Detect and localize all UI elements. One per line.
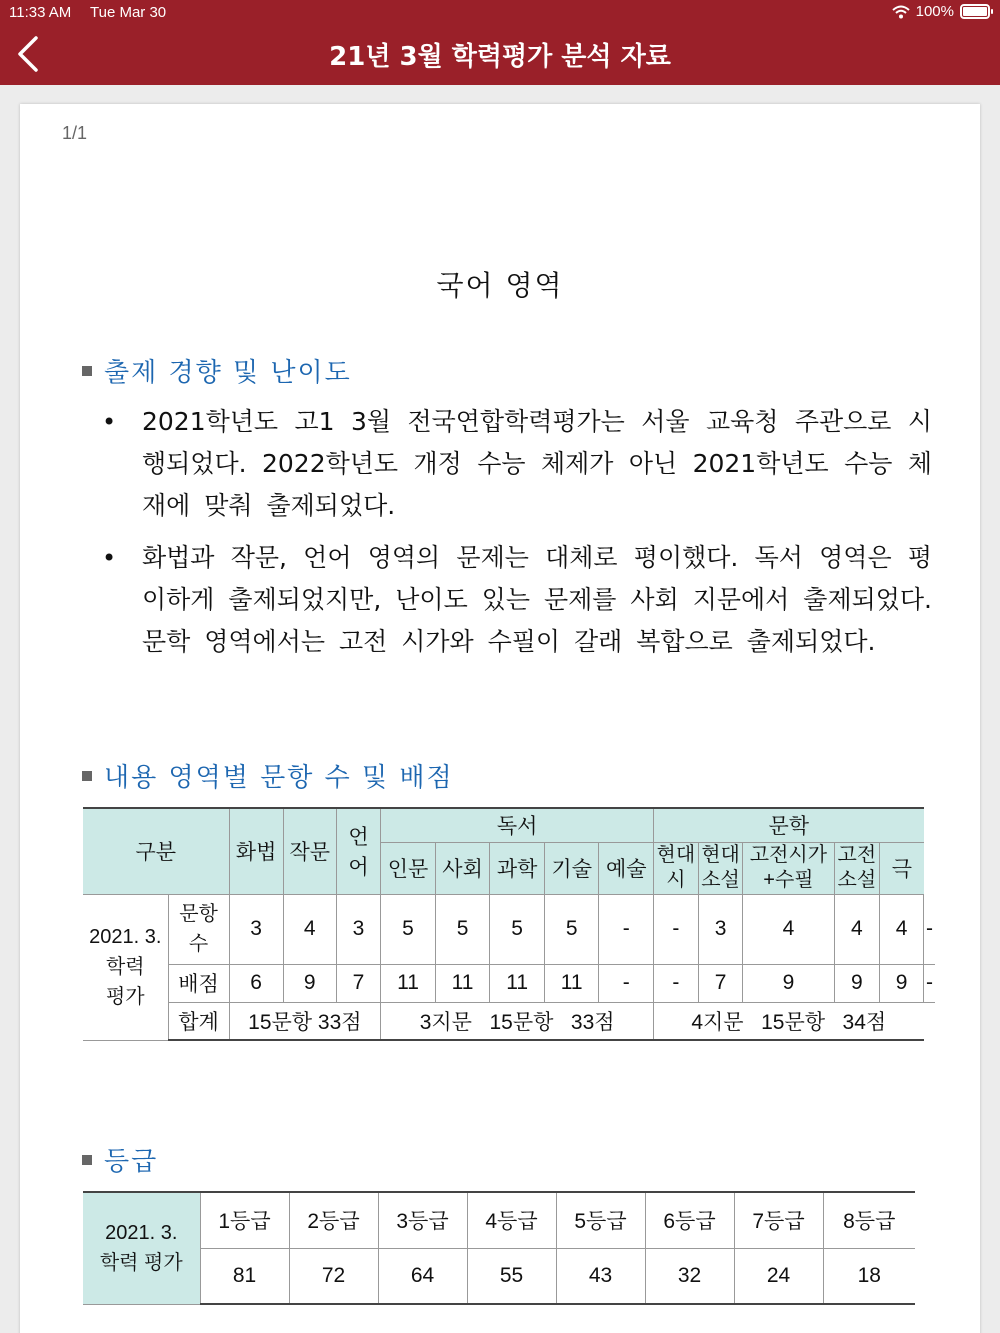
table-cell: 11 — [544, 964, 599, 1002]
grade-cut: 55 — [467, 1248, 556, 1304]
header-hyeondae-soseol: 현대 소설 — [698, 842, 743, 894]
header-gubun: 구분 — [83, 808, 229, 894]
square-bullet-icon — [82, 366, 92, 376]
table-cell: 3 — [229, 894, 283, 964]
table-cell: 7 — [698, 964, 743, 1002]
square-bullet-icon — [82, 1155, 92, 1165]
header-geuk: 극 — [880, 842, 924, 894]
table-cell: 6 — [229, 964, 283, 1002]
row-label-score: 배점 — [168, 964, 229, 1002]
header-gojeon-soseol: 고전 소설 — [834, 842, 880, 894]
header-gojeon-siga: 고전시가 +수필 — [743, 842, 834, 894]
table-cell: - — [924, 964, 936, 1002]
grade-cut: 18 — [823, 1248, 915, 1304]
page-number: 1/1 — [62, 123, 88, 143]
table-cell: 3 — [698, 894, 743, 964]
document-heading: 국어 영역 — [436, 269, 564, 302]
header-gisul: 기술 — [544, 842, 599, 894]
total-hwajak-eoneo: 15문항 33점 — [229, 1002, 381, 1040]
header-eoneo: 언어 — [336, 808, 380, 894]
grade-table — [83, 1191, 915, 1305]
bullet-dot-icon: • — [102, 544, 117, 572]
header-hyeondae-si: 현대 시 — [654, 842, 699, 894]
table-cell: 9 — [283, 964, 336, 1002]
header-sahoe: 사회 — [435, 842, 490, 894]
wifi-icon — [892, 5, 910, 19]
grade-exam-label: 2021. 3. 학력 평가 — [83, 1192, 200, 1304]
row-label-count: 문항 수 — [168, 894, 229, 964]
bullet-dot-icon: • — [102, 408, 117, 436]
table-cell: - — [599, 964, 654, 1002]
table-cell: - — [654, 964, 699, 1002]
table-cell: 4 — [283, 894, 336, 964]
distribution-table — [83, 807, 935, 1041]
page-title: 21년 3월 학력평가 분석 자료 — [329, 42, 671, 72]
grade-header: 8등급 — [823, 1192, 915, 1248]
square-bullet-icon — [82, 771, 92, 781]
table-cell: 3 — [336, 894, 380, 964]
table-cell: 5 — [381, 894, 436, 964]
exam-label: 2021. 3. 학력 평가 — [83, 894, 168, 1040]
grade-header: 3등급 — [378, 1192, 467, 1248]
row-label-total: 합계 — [168, 1002, 229, 1040]
grade-header: 1등급 — [200, 1192, 289, 1248]
document-page[interactable] — [20, 104, 980, 1333]
header-yesul: 예술 — [599, 842, 654, 894]
table-cell: 4 — [834, 894, 880, 964]
header-hwabeop: 화법 — [229, 808, 283, 894]
table-cell: 9 — [743, 964, 834, 1002]
table-cell: - — [599, 894, 654, 964]
list-item: • 2021학년도 고1 3월 전국연합학력평가는 서울 교육청 주관으로 시행되었다. 2022학년도 개정 수능 체제가 아닌 2021학년도 수능 체재에 맞춰 출제되었다. — [100, 401, 932, 527]
table-cell: 4 — [880, 894, 924, 964]
header-munhak: 문학 — [654, 808, 924, 842]
header-gwahak: 과학 — [490, 842, 545, 894]
section-title-distribution: 내용 영역별 문항 수 및 배점 — [82, 757, 454, 794]
section-title-grade: 등급 — [82, 1141, 158, 1178]
total-dokseo: 3지문 15문항 33점 — [381, 1002, 654, 1040]
grade-cut: 81 — [200, 1248, 289, 1304]
grade-cut: 72 — [289, 1248, 378, 1304]
table-cell: 5 — [544, 894, 599, 964]
table-cell: 11 — [490, 964, 545, 1002]
trend-bullets — [100, 401, 932, 673]
table-cell: 9 — [880, 964, 924, 1002]
total-munhak: 4지문 15문항 34점 — [654, 1002, 924, 1040]
status-right — [892, 3, 990, 20]
table-cell: 4 — [743, 894, 834, 964]
status-time: 11:33 AM — [9, 4, 72, 21]
table-cell: 7 — [336, 964, 380, 1002]
grade-header: 5등급 — [556, 1192, 645, 1248]
list-item: • 화법과 작문, 언어 영역의 문제는 대체로 평이했다. 독서 영역은 평이하게 출제되었지만, 난이도 있는 문제를 사회 지문에서 출제되었다. 문학 영역에서는 고전 시가와 수필이 갈래 복합으로 출제되었다. — [100, 537, 932, 663]
table-cell: - — [924, 894, 936, 964]
header-jakmun: 작문 — [283, 808, 336, 894]
table-cell: 9 — [834, 964, 880, 1002]
app-bar — [0, 0, 1000, 85]
table-cell: 5 — [435, 894, 490, 964]
battery-percent: 100% — [915, 3, 954, 20]
status-date: Tue Mar 30 — [90, 4, 167, 21]
grade-cut: 64 — [378, 1248, 467, 1304]
header-inmun: 인문 — [381, 842, 436, 894]
table-cell: 11 — [381, 964, 436, 1002]
section-title-trend: 출제 경향 및 난이도 — [82, 352, 352, 389]
grade-header: 7등급 — [734, 1192, 823, 1248]
grade-header: 4등급 — [467, 1192, 556, 1248]
table-cell: 5 — [490, 894, 545, 964]
grade-cut: 43 — [556, 1248, 645, 1304]
battery-icon — [960, 4, 990, 19]
grade-cut: 24 — [734, 1248, 823, 1304]
header-dokseo: 독서 — [381, 808, 654, 842]
table-cell: 11 — [435, 964, 490, 1002]
grade-header: 6등급 — [645, 1192, 734, 1248]
table-cell: - — [654, 894, 699, 964]
grade-header: 2등급 — [289, 1192, 378, 1248]
grade-cut: 32 — [645, 1248, 734, 1304]
